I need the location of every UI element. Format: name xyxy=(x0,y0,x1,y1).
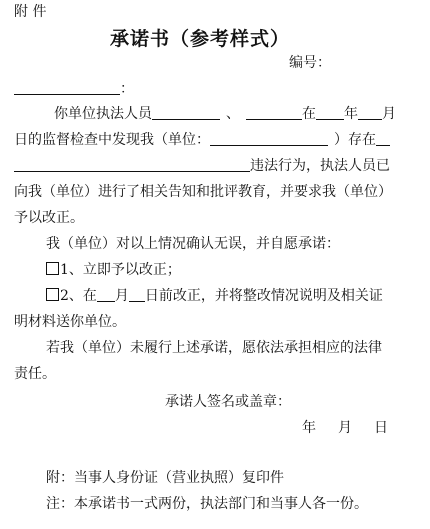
para1-line5: 予以改正。 xyxy=(14,210,84,226)
date-year: 年 xyxy=(302,420,316,436)
para1-text-violation: 违法行为，执法人员已 xyxy=(250,158,390,174)
copies-note: 注：本承诺书一式两份，执法部门和当事人各一份。 xyxy=(46,496,368,512)
para1-line1 xyxy=(54,104,396,124)
para1-separator: 、 xyxy=(226,106,240,122)
date-day: 日 xyxy=(374,420,388,436)
para1-text-month: 月 xyxy=(382,106,396,122)
confirmation-paragraph: 我（单位）对以上情况确认无误，并自愿承诺： xyxy=(46,236,340,252)
option-deadline-text-after: 日前改正，并将整改情况说明及相关证 xyxy=(144,288,383,304)
attachment-header-label: 附 件 xyxy=(14,4,47,20)
option-immediate-label: 1、立即予以改正； xyxy=(60,262,181,278)
option-deadline-checkbox[interactable] xyxy=(46,288,59,301)
officer1-blank[interactable] xyxy=(152,105,220,120)
date-month: 月 xyxy=(338,420,352,436)
para1-line2 xyxy=(14,130,390,150)
para1-text-officers: 你单位执法人员 xyxy=(54,106,152,122)
attachment-note: 附：当事人身份证（营业执照）复印件 xyxy=(46,470,284,486)
violation-blank-start[interactable] xyxy=(376,131,390,146)
deadline-day-blank[interactable] xyxy=(129,287,145,302)
option-immediate-row xyxy=(46,260,181,280)
para1-text-year: 年 xyxy=(344,106,358,122)
month-blank[interactable] xyxy=(358,105,382,120)
option-deadline-text-before: 2、在 xyxy=(60,288,97,304)
liability-line2: 责任。 xyxy=(14,366,56,382)
document-title: 承诺书（参考样式） xyxy=(110,28,291,50)
recipient-colon: ： xyxy=(120,81,134,97)
year-blank[interactable] xyxy=(316,105,344,120)
para1-line3 xyxy=(14,156,390,176)
option-deadline-text-month: 月 xyxy=(114,288,129,304)
officer2-blank[interactable] xyxy=(246,105,302,120)
signature-label: 承诺人签名或盖章： xyxy=(165,394,291,410)
deadline-month-blank[interactable] xyxy=(97,287,115,302)
para1-text-inspection: 日的监督检查中发现我（单位： xyxy=(14,132,210,148)
document-number-label: 编号： xyxy=(289,55,331,71)
option-deadline-line2: 明材料送你单位。 xyxy=(14,314,126,330)
option-deadline-row xyxy=(46,286,383,306)
recipient-line xyxy=(14,79,134,99)
signature-date xyxy=(302,418,388,438)
violation-blank[interactable] xyxy=(14,157,250,172)
liability-line1: 若我（单位）未履行上述承诺，愿依法承担相应的法律 xyxy=(46,340,382,356)
option-immediate-checkbox[interactable] xyxy=(46,262,59,275)
para1-text-exists: ）存在 xyxy=(334,132,376,148)
para1-line4: 向我（单位）进行了相关告知和批评教育，并要求我（单位） xyxy=(14,184,392,200)
recipient-blank[interactable] xyxy=(14,80,120,95)
unit-name-blank[interactable] xyxy=(210,131,328,146)
para1-text-on: 在 xyxy=(302,106,316,122)
